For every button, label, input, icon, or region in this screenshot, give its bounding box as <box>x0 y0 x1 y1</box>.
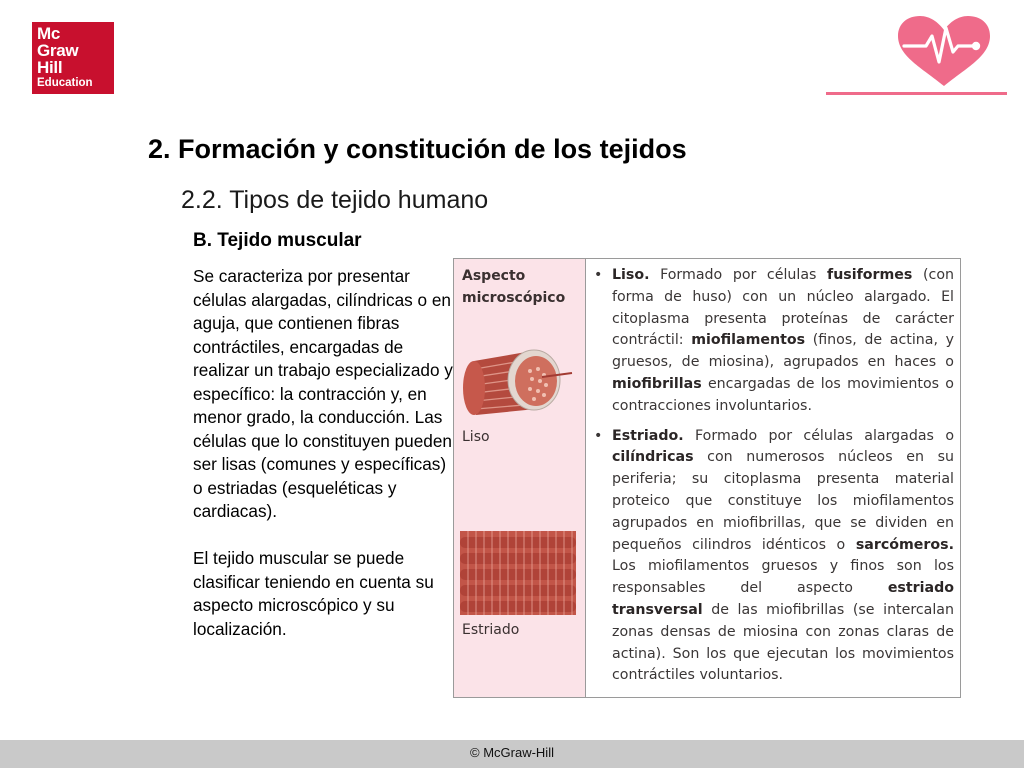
estriado-bold-1: cilíndricas <box>612 449 694 466</box>
liso-text-4: encargadas de los movimientos o contracciones involuntarios. <box>612 375 954 414</box>
footer-copyright: © McGraw-Hill <box>470 745 554 760</box>
estriado-bold-3: estriado transversal <box>612 580 954 618</box>
estriado-term: Estriado. <box>612 427 684 444</box>
muscle-types-table <box>453 258 961 698</box>
estriado-text-1: Formado por células alargadas o <box>683 427 954 444</box>
liso-term: Liso. <box>612 267 650 283</box>
striated-muscle-illustration <box>460 531 576 615</box>
body-paragraph-1: Se caracteriza por presentar células alargadas, cilíndricas o en aguja, que contienen fibras contráctiles, encargadas de realizar un trabajo especializado y específico: la contracción y, en menor grado, la conducción. Las células que lo constituyen pueden ser lisas (comunes y específicas) o estriadas (esqueléticas y cardiacas). <box>193 266 453 521</box>
estriado-text-2: con numerosos núcleos en su periferia; su citoplasma presenta material proteico que constituye los miofilamentos agrupados en miofibrillas, que se dividen en pequeños cilindros idénticos o <box>612 449 954 553</box>
estriado-bold-2: sarcómeros. <box>855 536 954 553</box>
logo-line-4: Education <box>37 77 93 89</box>
header-line-2: microscópico <box>462 290 566 306</box>
logo-line-3: Hill <box>37 58 63 77</box>
page-title: 2. Formación y constitución de los tejidos <box>148 134 687 164</box>
logo-line-1: Mc <box>37 24 61 43</box>
liso-bold-2: miofilamentos <box>691 332 806 349</box>
mcgraw-hill-logo <box>32 22 114 94</box>
liso-text-2: (con forma de huso) con un núcleo alargado. El citoplasma presenta proteínas de carácter contráctil: <box>612 267 954 349</box>
liso-text-3: (finos, de actina, y gruesos, de miosina), agrupados en haces o <box>612 332 954 371</box>
estriado-text-4: de las miofibrillas (se intercalan zonas densas de miosina con zonas claras de actina). Son los que ejecutan los movimientos contráctiles voluntarios. <box>612 601 954 684</box>
label-liso: Liso <box>462 429 490 445</box>
logo-line-2: Graw <box>37 41 79 60</box>
header-line-1: Aspecto <box>462 268 526 284</box>
liso-description <box>594 265 954 418</box>
liso-bold-1: fusiformes <box>827 267 913 283</box>
estriado-text-3: Los miofilamentos gruesos y finos son los responsables del aspecto <box>612 558 954 597</box>
liso-bold-3: miofibrillas <box>612 375 702 392</box>
liso-text-1: Formado por células <box>649 267 828 283</box>
header-divider <box>826 92 1007 95</box>
smooth-muscle-illustration <box>460 343 578 419</box>
table-right-column <box>594 265 954 687</box>
section-heading: B. Tejido muscular <box>193 230 362 251</box>
body-paragraph-2: El tejido muscular se puede clasificar teniendo en cuenta su aspecto microscópico y su localización. <box>193 548 434 639</box>
table-column-header <box>462 265 565 309</box>
body-text <box>193 265 455 641</box>
heart-pulse-icon <box>826 12 1008 98</box>
label-estriado: Estriado <box>462 622 520 638</box>
page-subtitle: 2.2. Tipos de tejido humano <box>181 186 489 214</box>
estriado-description <box>594 426 954 688</box>
table-left-column <box>454 259 586 697</box>
